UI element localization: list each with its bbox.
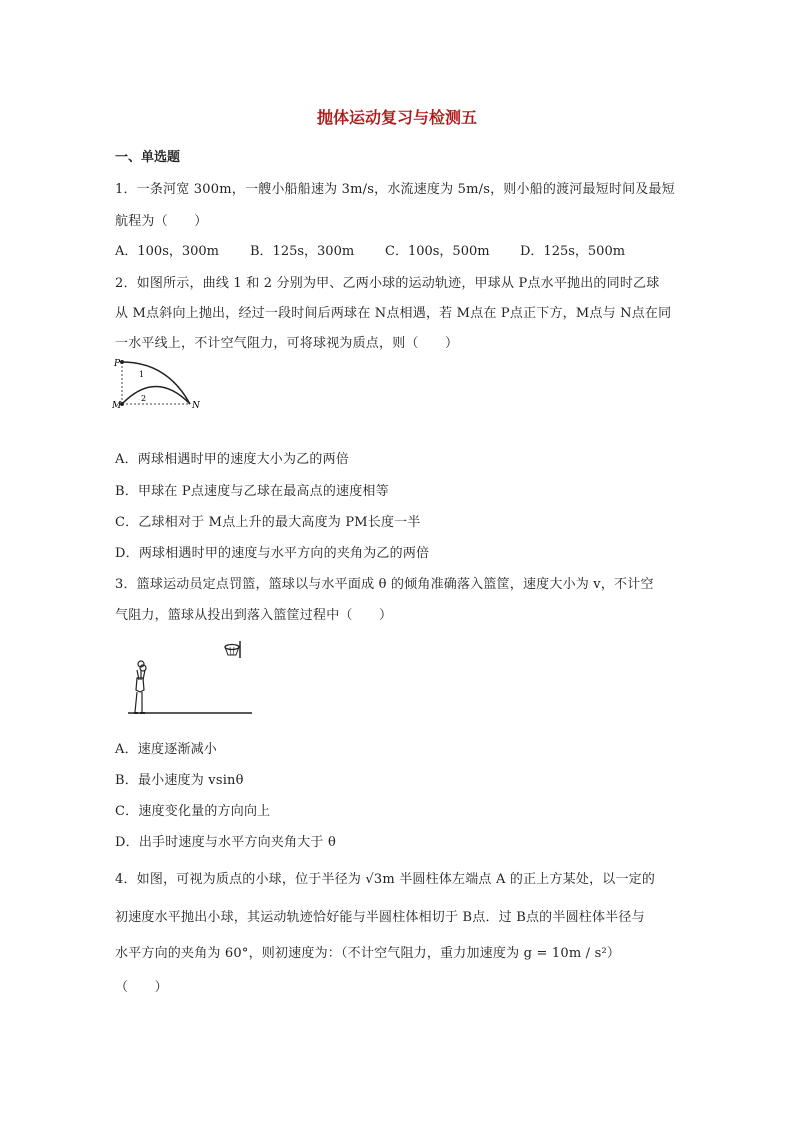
label-curve-1: 1 xyxy=(139,370,145,379)
q2-option-c: C．乙球相对于 M点上升的最大高度为 PM长度一半 xyxy=(115,515,421,530)
q2-line1: 2．如图所示，曲线 1 和 2 分别为甲、乙两小球的运动轨迹，甲球从 P点水平抛出的同时乙球 xyxy=(115,276,660,291)
q1-option-a: A．100s，300m xyxy=(115,244,220,259)
q2-line3: 一水平线上，不计空气阻力，可将球视为质点，则（ ） xyxy=(115,336,459,351)
q2-option-b: B．甲球在 P点速度与乙球在最高点的速度相等 xyxy=(115,484,389,499)
q1-option-d: D．125s，500m xyxy=(520,244,626,259)
q3-option-c: C．速度变化量的方向向上 xyxy=(115,804,271,819)
q2-option-a: A．两球相遇时甲的速度大小为乙的两倍 xyxy=(115,452,349,467)
label-curve-2: 2 xyxy=(141,394,147,403)
player-icon xyxy=(134,661,146,713)
basket-hoop-icon xyxy=(225,641,240,658)
q1-line1: 1．一条河宽 300m，一艘小船船速为 3m/s，水流速度为 5m/s，则小船的渡河最短时间及最短 xyxy=(115,182,675,197)
q3-option-b: B．最小速度为 vsinθ xyxy=(115,773,244,788)
q3-basketball-figure xyxy=(124,638,274,723)
q2-option-d: D．两球相遇时甲的速度与水平方向的夹角为乙的两倍 xyxy=(115,546,430,561)
q2-line2: 从 M点斜向上抛出，经过一段时间后两球在 N点相遇，若 M点在 P点正下方，M点与 N点在同 xyxy=(115,306,672,321)
q2-trajectory-figure xyxy=(112,356,212,438)
q4-line3: 水平方向的夹角为 60°，则初速度为：（不计空气阻力，重力加速度为 g = 10m / s²） xyxy=(115,946,621,961)
q3-option-a: A．速度逐渐减小 xyxy=(115,742,217,757)
section-heading: 一、单选题 xyxy=(115,150,181,165)
label-p: P xyxy=(114,359,121,369)
q1-option-b: B．125s，300m xyxy=(250,244,355,259)
page-title: 抛体运动复习与检测五 xyxy=(316,108,477,127)
label-n: N xyxy=(192,401,200,411)
q1-options xyxy=(115,240,625,259)
q4-line2: 初速度水平抛出小球，其运动轨迹恰好能与半圆柱体相切于 B点．过 B点的半圆柱体半径与 xyxy=(115,910,645,925)
q3-option-d: D．出手时速度与水平方向夹角大于 θ xyxy=(115,835,336,850)
label-m: M xyxy=(112,401,122,411)
q4-line1: 4．如图，可视为质点的小球，位于半径为 √3m 半圆柱体左端点 A 的正上方某处，以一定的 xyxy=(115,872,656,887)
q1-option-c: C．100s，500m xyxy=(385,244,490,259)
q3-line1: 3．篮球运动员定点罚篮，篮球以与水平面成 θ 的倾角准确落入篮筐，速度大小为 v，不计空 xyxy=(115,577,654,592)
q4-line4: （ ） xyxy=(115,980,168,995)
q1-line2: 航程为（ ） xyxy=(115,214,208,229)
q3-line2: 气阻力，篮球从投出到落入篮筐过程中（ ） xyxy=(115,608,393,623)
